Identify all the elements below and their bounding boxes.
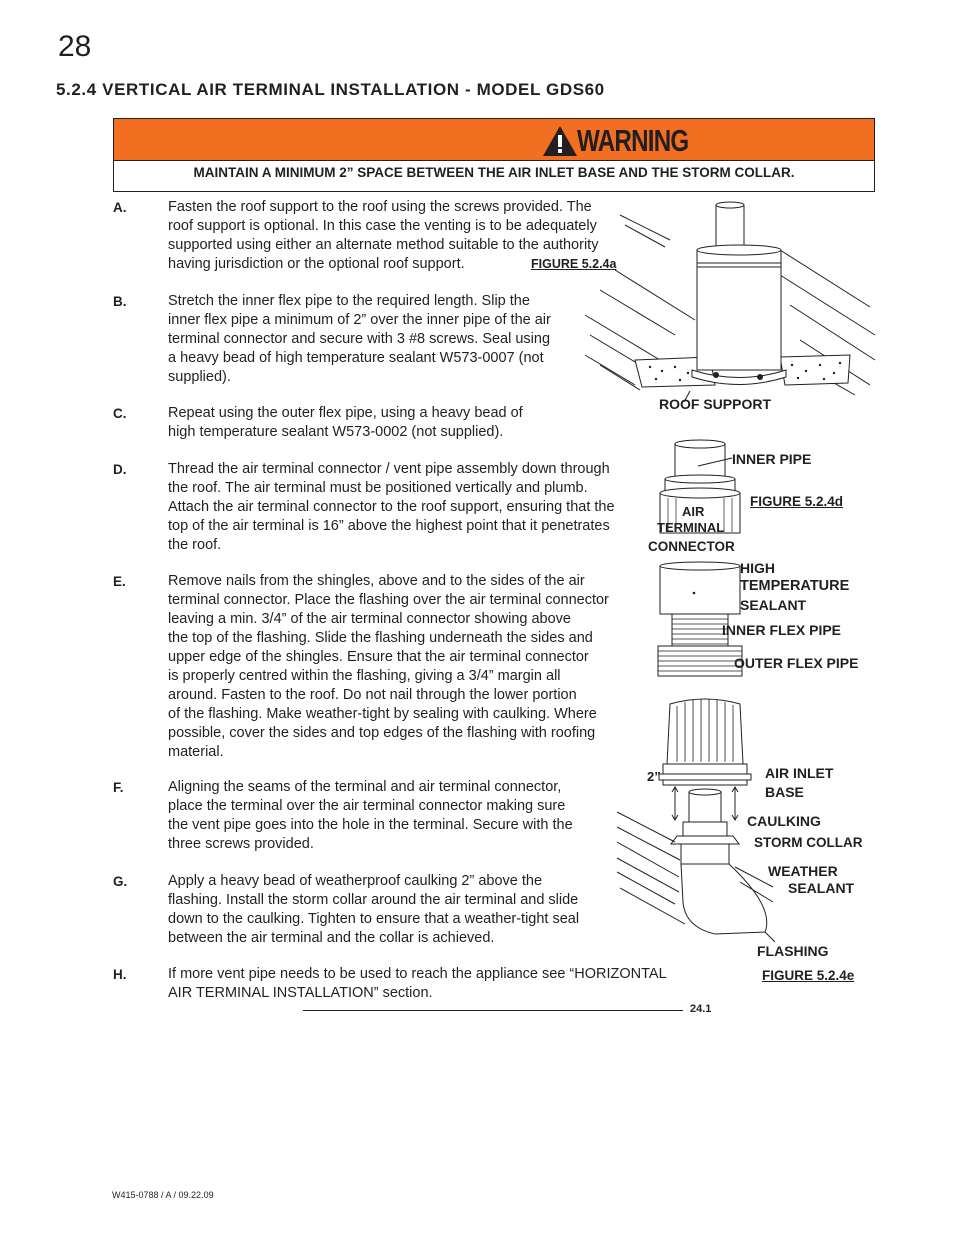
screw [693, 592, 696, 595]
label-flashing: FLASHING [757, 943, 829, 959]
air-terminal-connector [697, 250, 781, 370]
footer-document-code: W415-0788 / A / 09.22.09 [112, 1190, 214, 1200]
step-line: Thread the air terminal connector / vent pipe assembly down through [168, 461, 610, 477]
warning-title: WARNING [577, 123, 689, 158]
step-line: inner flex pipe a minimum of 2” over the inner pipe of the air [168, 312, 551, 328]
step-line: terminal connector and secure with 3 #8 screws. Seal using [168, 331, 551, 347]
step-line: flashing. Install the storm collar around the air terminal and slide [168, 892, 579, 908]
label-terminal: TERMINAL [657, 520, 725, 535]
label-sealant: SEALANT [740, 597, 807, 613]
label-air: AIR [682, 504, 705, 519]
step-line: upper edge of the shingles. Ensure that the air terminal connector [168, 649, 589, 665]
step-line: the vent pipe goes into the hole in the terminal. Secure with the [168, 817, 573, 833]
step-line: top of the air terminal is 16” above the highest point that it penetrates [168, 518, 610, 534]
step-text [168, 872, 579, 948]
connector-diagram [650, 436, 750, 686]
shingle-line [600, 290, 675, 335]
page-number: 28 [58, 30, 92, 63]
step-line: the roof. The air terminal must be positioned vertically and plumb. [168, 480, 588, 496]
label-weather-sealant: SEALANT [788, 880, 855, 896]
step-letter: H. [113, 967, 127, 982]
inner-pipe [689, 792, 721, 822]
label-storm-collar: STORM COLLAR [754, 835, 863, 850]
figure-caption-a: FIGURE 5.2.4a [531, 257, 617, 271]
label-caulking: CAULKING [747, 813, 821, 829]
step-line: Attach the air terminal connector to the roof support, ensuring that the [168, 499, 615, 515]
label-temperature: TEMPERATURE [740, 578, 850, 594]
step-text [168, 778, 573, 854]
shingle-line [780, 250, 870, 307]
warning-box [113, 118, 875, 192]
step-line: place the terminal over the air terminal connector making sure [168, 798, 566, 814]
step-line: the roof. [168, 537, 222, 553]
label-air-inlet: AIR INLET [765, 765, 834, 781]
step-text [168, 572, 609, 762]
step-line: of the flashing. Make weather-tight by sealing with caulking. Where [168, 706, 597, 722]
step-line: the top of the flashing. Slide the flashing underneath the sides and [168, 630, 593, 646]
step-line: high temperature sealant W573-0002 (not supplied). [168, 424, 504, 440]
step-letter: D. [113, 462, 127, 477]
roof-support-plate-right [780, 355, 850, 385]
warning-triangle-icon [542, 125, 578, 157]
step-line: leaving a min. 3/4” of the air terminal connector showing above [168, 611, 571, 627]
warning-text: MAINTAIN A MINIMUM 2” SPACE BETWEEN THE AIR INLET BASE AND THE STORM COLLAR. [193, 165, 795, 180]
shingle-line [625, 225, 665, 247]
roof-support-diagram [580, 195, 880, 425]
label-outer-flex-pipe: OUTER FLEX PIPE [734, 655, 859, 671]
flashing [681, 864, 767, 934]
step-line: between the air terminal and the collar is achieved. [168, 930, 495, 946]
reference-code: 24.1 [690, 1003, 712, 1015]
step-line: Apply a heavy bead of weatherproof caulking 2” above the [168, 873, 543, 889]
figure-caption-d: FIGURE 5.2.4d [750, 494, 844, 509]
step-line: Repeat using the outer flex pipe, using a heavy bead of [168, 405, 523, 421]
step-line: AIR TERMINAL INSTALLATION” section. [168, 985, 433, 1001]
terminal-band [663, 764, 747, 774]
step-line: supported using either an alternate method suitable to the authority [168, 237, 599, 253]
step-text [168, 965, 667, 1003]
storm-collar [683, 822, 727, 836]
step-line: Remove nails from the shingles, above and to the sides of the air [168, 573, 585, 589]
divider-line [303, 1010, 683, 1011]
shingle-line [585, 315, 660, 360]
outer-pipe-section [660, 566, 740, 614]
label-weather: WEATHER [768, 863, 838, 879]
step-line: terminal connector. Place the flashing over the air terminal connector [168, 592, 609, 608]
label-two-inch: 2” [647, 769, 661, 784]
screw [757, 374, 763, 380]
step-line: If more vent pipe needs to be used to reach the appliance see “HORIZONTAL [168, 966, 667, 982]
step-line: is properly centred within the flashing, giving a 3/4” margin all [168, 668, 561, 684]
step-line: supplied). [168, 369, 231, 385]
shingle-line [615, 270, 695, 320]
step-letter: A. [113, 200, 127, 215]
label-roof-support: ROOF SUPPORT [659, 396, 772, 412]
label-inner-pipe: INNER PIPE [732, 451, 812, 467]
inner-vent-pipe [716, 205, 744, 250]
step-text [168, 292, 551, 387]
step-line: down to the caulking. Tighten to ensure that a weather-tight seal [168, 911, 580, 927]
step-line: a heavy bead of high temperature sealant W573-0007 (not [168, 350, 544, 366]
step-line: possible, cover the sides and top edges of the flashing with roofing [168, 725, 596, 741]
step-text [168, 404, 523, 442]
shingle-line [585, 355, 635, 385]
label-inner-flex-pipe: INNER FLEX PIPE [722, 622, 842, 638]
shingle-line [780, 275, 875, 335]
label-base: BASE [765, 784, 804, 800]
step-letter: G. [113, 874, 128, 889]
step-line: three screws provided. [168, 836, 314, 852]
terminal-cap [667, 699, 743, 764]
step-line: Aligning the seams of the terminal and air terminal connector, [168, 779, 562, 795]
connector-body [681, 844, 729, 866]
air-inlet-base [659, 774, 751, 780]
step-line: Fasten the roof support to the roof using the screws provided. The [168, 199, 592, 215]
step-letter: E. [113, 574, 126, 589]
step-line: roof support is optional. In this case the venting is to be adequately [168, 218, 597, 234]
step-letter: C. [113, 406, 127, 421]
step-letter: F. [113, 780, 124, 795]
caulking-bead [671, 836, 739, 844]
section-title: 5.2.4 VERTICAL AIR TERMINAL INSTALLATION - MODEL GDS60 [56, 80, 605, 99]
step-line: around. Fasten to the roof. Do not nail through the lower portion [168, 687, 577, 703]
step-line: Stretch the inner flex pipe to the required length. Slip the [168, 293, 530, 309]
shingle-line [600, 365, 640, 390]
shingle-line [790, 305, 875, 360]
warning-band [114, 119, 874, 161]
leader-line [765, 932, 775, 942]
step-letter: B. [113, 294, 127, 309]
label-connector: CONNECTOR [648, 539, 735, 554]
step-line: having jurisdiction or the optional roof support. [168, 256, 465, 272]
step-text [168, 460, 615, 555]
label-high: HIGH [740, 560, 775, 576]
figure-caption-e: FIGURE 5.2.4e [762, 968, 855, 983]
step-line: material. [168, 744, 224, 760]
screw [713, 372, 719, 378]
